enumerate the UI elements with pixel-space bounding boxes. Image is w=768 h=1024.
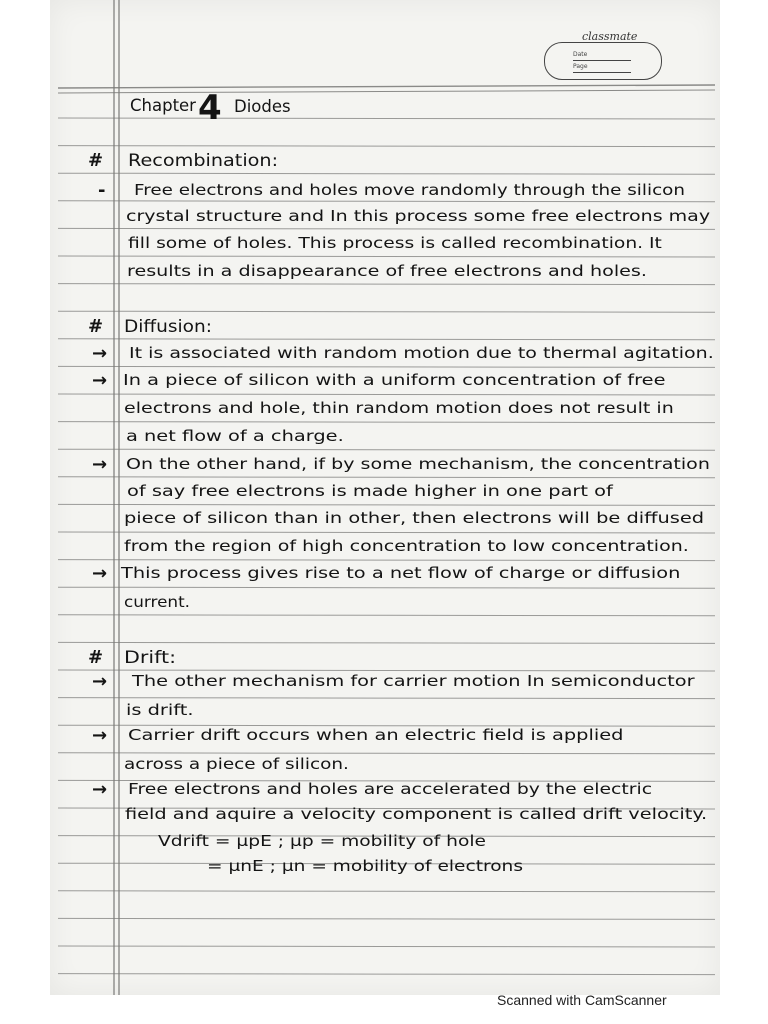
note-line: On the other hand, if by some mechanism, the concentration (126, 455, 710, 473)
ruled-line (58, 201, 715, 202)
chapter-label: Chapter (130, 96, 196, 115)
note-line: of say free electrons is made higher in one part of (127, 482, 613, 500)
note-line: Vdrift = μpE ; μp = mobility of hole (158, 832, 486, 850)
dash-mark: - (98, 180, 106, 201)
arrow-bullet: → (92, 454, 108, 475)
classmate-logo (542, 30, 668, 86)
arrow-bullet: → (92, 725, 108, 746)
ruled-line (58, 422, 715, 423)
note-line: electrons and hole, thin random motion does not result in (124, 399, 674, 417)
note-line: Free electrons and holes are accelerated by the electric (128, 780, 653, 798)
date-page-badge (544, 42, 662, 80)
note-line: It is associated with random motion due to thermal agitation. (129, 344, 714, 362)
section-heading: Recombination: (128, 151, 279, 170)
ruled-line (58, 891, 715, 892)
ruled-line (58, 670, 715, 671)
ruled-line (58, 173, 715, 174)
ruled-line (58, 587, 715, 588)
ruled-line (58, 366, 715, 367)
ruled-line (58, 615, 715, 616)
scanner-watermark: Scanned with CamScanner (497, 992, 667, 1008)
ruled-line (58, 477, 715, 478)
section-hash-mark: # (88, 647, 104, 668)
note-line: results in a disappearance of free electrons and holes. (127, 262, 647, 280)
date-field: Date (573, 51, 631, 61)
ruled-line (58, 284, 715, 285)
note-line: = μnE ; μn = mobility of electrons (207, 857, 524, 875)
note-line: This process gives rise to a net flow of charge or diffusion (121, 564, 681, 582)
ruled-line (58, 228, 715, 229)
ruled-line (58, 946, 715, 947)
section-heading: Drift: (124, 648, 177, 667)
ruled-line (58, 394, 715, 395)
section-hash-mark: # (88, 150, 104, 171)
ruled-line (58, 339, 715, 340)
arrow-bullet: → (92, 779, 108, 800)
note-line: fill some of holes. This process is called recombination. It (128, 234, 662, 252)
note-line: field and aquire a velocity component is called drift velocity. (125, 805, 708, 823)
note-line: current. (124, 593, 191, 611)
ruled-line (58, 974, 715, 975)
ruled-line (58, 256, 715, 257)
ruled-line (58, 642, 715, 643)
top-rule (58, 90, 715, 93)
ruled-line (58, 146, 715, 147)
ruled-line (58, 504, 715, 505)
ruled-line (58, 311, 715, 312)
note-line: The other mechanism for carrier motion In semiconductor (132, 672, 695, 690)
note-line: piece of silicon than in other, then electrons will be diffused (124, 509, 705, 527)
section-heading: Diffusion: (124, 317, 212, 336)
note-line: across a piece of silicon. (124, 755, 349, 773)
ruled-line (58, 560, 715, 561)
logo-brand: classmate (582, 30, 638, 43)
note-line: is drift. (126, 701, 194, 719)
ruled-line (58, 753, 715, 754)
note-line: from the region of high concentration to low concentration. (124, 537, 689, 555)
arrow-bullet: → (92, 370, 108, 391)
note-line: In a piece of silicon with a uniform concentration of free (123, 371, 666, 389)
note-line: Carrier drift occurs when an electric field is applied (128, 726, 624, 744)
chapter-title: Diodes (234, 97, 291, 116)
page-field: Page (573, 63, 631, 73)
arrow-bullet: → (92, 343, 108, 364)
note-line: Free electrons and holes move randomly through the silicon (134, 181, 685, 199)
arrow-bullet: → (92, 563, 108, 584)
arrow-bullet: → (92, 671, 108, 692)
ruled-line (58, 118, 715, 119)
section-hash-mark: # (88, 316, 104, 337)
ruled-line (58, 918, 715, 919)
ruled-line (58, 532, 715, 533)
ruled-line (58, 449, 715, 450)
note-line: a net flow of a charge. (126, 427, 344, 445)
note-line: crystal structure and In this process some free electrons may (126, 207, 711, 225)
ruled-line (58, 698, 715, 699)
chapter-number: 4 (198, 88, 222, 128)
